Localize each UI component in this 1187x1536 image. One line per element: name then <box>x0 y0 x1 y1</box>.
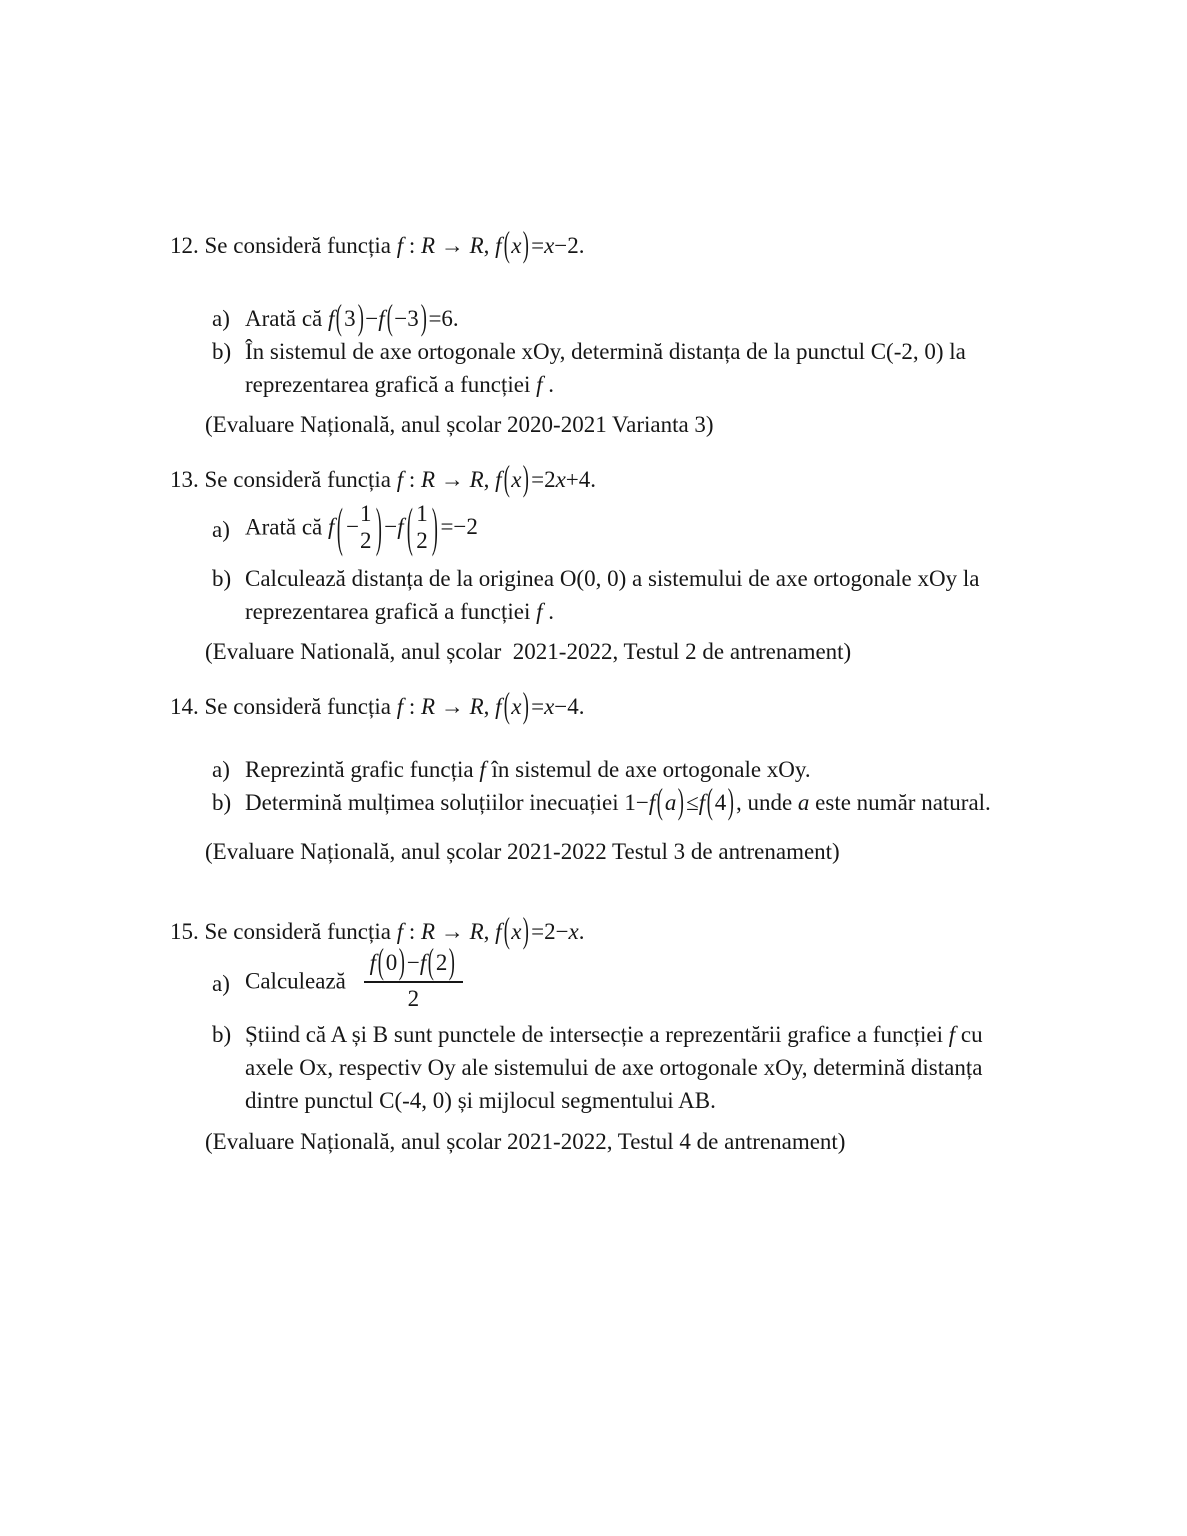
problem-13-function-definition: f : R → R, f(x)=2x+4. <box>396 459 597 498</box>
problem-13-items <box>170 496 1082 628</box>
item-a-label: a) <box>212 306 230 331</box>
problem-15-citation: (Evaluare Națională, anul școlar 2021-2022, Testul 4 de antrenament) <box>205 1129 846 1154</box>
problem-12 <box>170 225 1082 441</box>
problem-13-heading <box>170 459 1082 498</box>
item-a-lead: Calculează <box>245 968 352 994</box>
item-a-label: a) <box>212 516 230 542</box>
item-b-line-1: În sistemul de axe ortogonale xOy, determină distanța de la punctul C(-2, 0) la <box>245 339 966 364</box>
item-a-text <box>245 298 1082 337</box>
item-b-label: b) <box>212 566 232 591</box>
item-b-text <box>245 335 1082 401</box>
problem-13-number: 13. <box>170 467 199 492</box>
item-b-line-1: Știind că A și B sunt punctele de intersecție a reprezentării grafice a funcției f cu <box>245 1022 983 1047</box>
problem-13-intro: Se consideră funcția <box>204 467 397 492</box>
item-b-label: b) <box>212 339 232 364</box>
problem-15-item-a <box>170 941 1082 1018</box>
item-b-line-2: axele Ox, respectiv Oy ale sistemului de axe ortogonale xOy, determină distanța <box>245 1055 983 1080</box>
problem-14-number: 14. <box>170 694 199 719</box>
item-a-equation: f ( − 1 2 ) −f ( 1 2 ) =−2 <box>328 497 478 557</box>
problem-14-intro: Se consideră funcția <box>204 694 397 719</box>
problem-13-item-a <box>170 496 1082 562</box>
item-b-line-3: dintre punctul C(-4, 0) și mijlocul segmentului AB. <box>245 1088 716 1113</box>
item-a-lead: Arată că <box>245 514 328 540</box>
problem-14-function-definition: f : R → R, f(x)=x−4. <box>396 686 585 725</box>
problem-12-item-b <box>170 335 1082 401</box>
problem-14-items <box>170 753 1082 819</box>
problem-13-citation: (Evaluare Natională, anul școlar 2021-2022, Testul 2 de antrenament) <box>205 639 852 664</box>
item-b-line-1: Calculează distanța de la originea O(0, 0) a sistemului de axe ortogonale xOy la <box>245 566 980 591</box>
problem-15 <box>170 911 1082 1158</box>
problem-12-function-definition: f : R → R, f(x)=x−2. <box>396 225 585 264</box>
item-a-fraction: $\frac{f(0)-f(2)}{2}$ <box>352 968 467 993</box>
problem-15-heading <box>170 911 1082 950</box>
item-a-text <box>245 497 1082 557</box>
problem-13-item-b <box>170 562 1082 628</box>
problem-15-function-definition: f : R → R, f(x)=2−x. <box>396 911 585 950</box>
problem-14-citation: (Evaluare Națională, anul școlar 2021-2022 Testul 3 de antrenament) <box>205 839 840 864</box>
problem-13 <box>170 459 1082 668</box>
item-a-text <box>245 941 1082 1017</box>
problem-12-item-a <box>170 298 1082 337</box>
problem-15-items <box>170 941 1082 1117</box>
item-a-lead: Arată că <box>245 306 328 331</box>
item-b-label: b) <box>212 790 232 815</box>
item-b-line-2: reprezentarea grafică a funcției f . <box>245 599 555 624</box>
problem-12-heading <box>170 225 1082 264</box>
item-b-text <box>245 562 1082 628</box>
page-content <box>170 225 1082 1158</box>
item-a-label: a) <box>212 757 230 782</box>
problem-14-item-a <box>170 753 1082 786</box>
item-b-text <box>245 782 1082 821</box>
item-b-text <box>245 1018 1082 1117</box>
problem-14-heading <box>170 686 1082 725</box>
item-b-line-1: Determină mulțimea soluțiilor inecuației 1−f(a)≤f(4), unde a este număr natural. <box>245 782 991 821</box>
item-a-equation: f(3)−f(−3)=6. <box>328 298 459 337</box>
item-a-label: a) <box>212 970 230 996</box>
problem-12-intro: Se consideră funcția <box>204 233 397 258</box>
problem-12-items <box>170 298 1082 401</box>
item-b-line-2: reprezentarea grafică a funcției f . <box>245 372 555 397</box>
problem-14 <box>170 686 1082 868</box>
problem-15-intro: Se consideră funcția <box>204 919 397 944</box>
item-a-line-1: Reprezintă grafic funcția f în sistemul de axe ortogonale xOy. <box>245 757 811 782</box>
problem-15-number: 15. <box>170 919 199 944</box>
problem-12-number: 12. <box>170 233 199 258</box>
problem-15-item-b <box>170 1018 1082 1117</box>
problem-14-item-b <box>170 782 1082 821</box>
item-b-label: b) <box>212 1022 232 1047</box>
problem-12-citation: (Evaluare Națională, anul școlar 2020-2021 Varianta 3) <box>205 412 714 437</box>
